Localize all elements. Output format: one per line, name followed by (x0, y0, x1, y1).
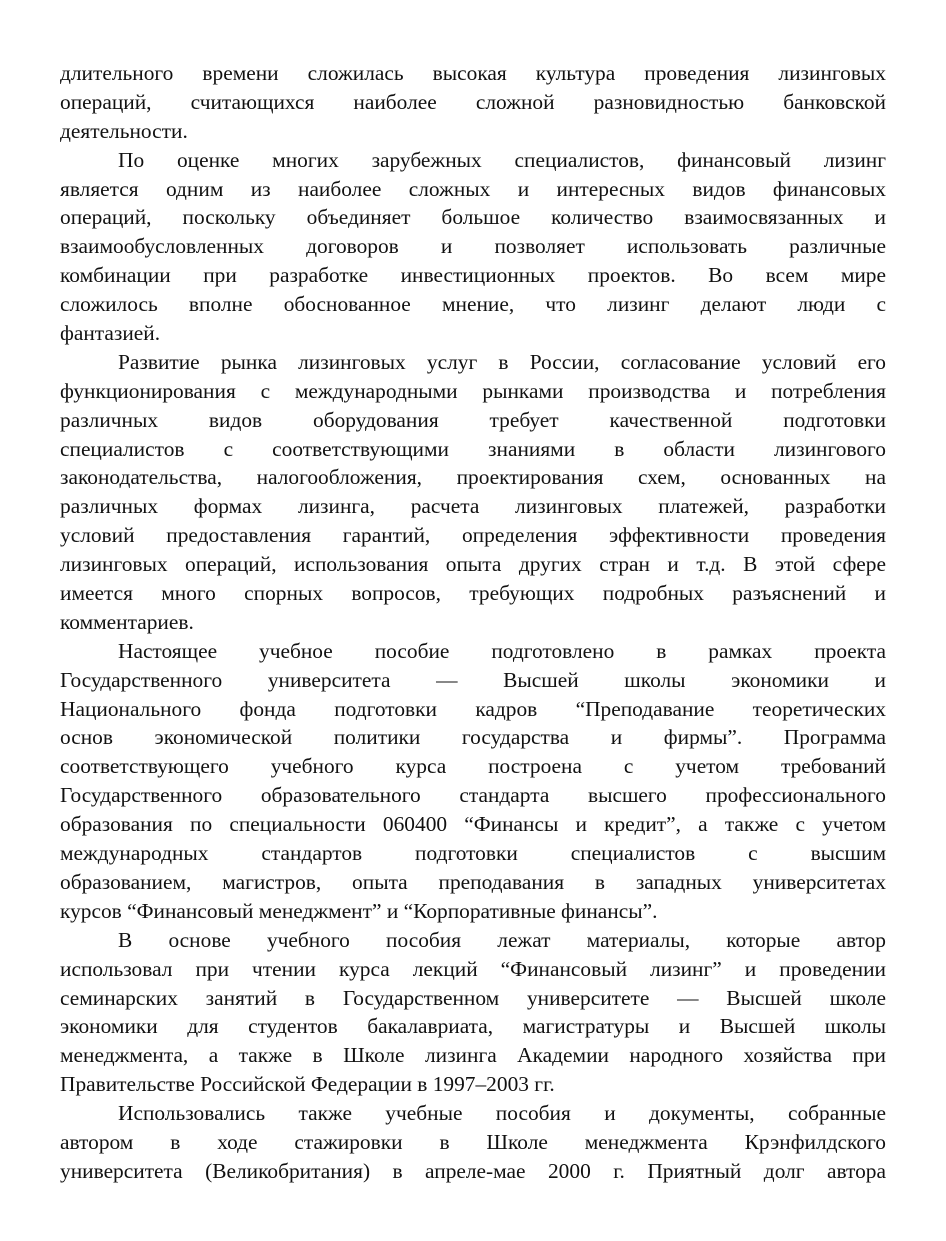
text-line: Правительстве Российской Федерации в 1997–2003 гг. (60, 1072, 555, 1097)
text-line: функционирования с международными рынками производства и потребления (60, 378, 886, 403)
text-line: В основе учебного пособия лежат материалы, которые автор (118, 927, 886, 952)
text-line: менеджмента, а также в Школе лизинга Академии народного хозяйства при (60, 1043, 886, 1068)
paragraph-leasing-culture (60, 59, 886, 146)
text-line: образования по специальности 060400 “Финансы и кредит”, а также с учетом (60, 812, 886, 837)
text-line: специалистов с соответствующими знаниями в области лизингового (60, 436, 886, 461)
text-line: различных формах лизинга, расчета лизинговых платежей, разработки (60, 494, 886, 519)
paragraph-course-materials (60, 926, 886, 1099)
text-line: различных видов оборудования требует качественной подготовки (60, 407, 886, 432)
text-line: условий предоставления гарантий, определения эффективности проведения (60, 523, 886, 548)
text-line: лизинговых операций, использования опыта других стран и т.д. В этой сфере (60, 552, 886, 577)
text-line: Настоящее учебное пособие подготовлено в рамках проекта (118, 638, 886, 663)
paragraph-expert-opinion (60, 146, 886, 348)
text-line: По оценке многих зарубежных специалистов, финансовый лизинг (118, 147, 886, 172)
text-line: Использовались также учебные пособия и документы, собранные (118, 1101, 886, 1126)
paragraph-market-development (60, 348, 886, 637)
text-line: семинарских занятий в Государственном университете — Высшей школе (60, 985, 886, 1010)
text-line: университета (Великобритания) в апреле-мае 2000 г. Приятный долг автора (60, 1158, 886, 1183)
text-line: Национального фонда подготовки кадров “Преподавание теоретических (60, 696, 886, 721)
text-line: экономики для студентов бакалавриата, магистратуры и Высшей школы (60, 1014, 886, 1039)
text-line: комментариев. (60, 609, 194, 634)
paragraph-textbook-project (60, 637, 886, 926)
text-line: операций, поскольку объединяет большое количество взаимосвязанных и (60, 205, 886, 230)
text-line: соответствующего учебного курса построена с учетом требований (60, 754, 886, 779)
text-line: Развитие рынка лизинговых услуг в России, согласование условий его (118, 349, 886, 374)
text-line: комбинации при разработке инвестиционных проектов. Во всем мире (60, 263, 886, 288)
text-line: автором в ходе стажировки в Школе менеджмента Крэнфилдского (60, 1129, 886, 1154)
text-line: международных стандартов подготовки специалистов с высшим (60, 841, 886, 866)
text-line: Государственного образовательного стандарта высшего профессионального (60, 783, 886, 808)
text-line: Государственного университета — Высшей школы экономики и (60, 667, 886, 692)
text-line: деятельности. (60, 118, 188, 143)
text-line: законодательства, налогообложения, проектирования схем, основанных на (60, 465, 886, 490)
text-line: курсов “Финансовый менеджмент” и “Корпоративные финансы”. (60, 898, 658, 923)
text-line: имеется много спорных вопросов, требующих подробных разъяснений и (60, 581, 886, 606)
text-line: сложилось вполне обоснованное мнение, что лизинг делают люди с (60, 292, 886, 317)
text-line: использовал при чтении курса лекций “Финансовый лизинг” и проведении (60, 956, 886, 981)
text-line: основ экономической политики государства и фирмы”. Программа (60, 725, 886, 750)
text-line: взаимообусловленных договоров и позволяет использовать различные (60, 234, 886, 259)
text-line: образованием, магистров, опыта преподавания в западных университетах (60, 869, 886, 894)
text-line: длительного времени сложилась высокая культура проведения лизинговых (60, 61, 886, 85)
text-line: является одним из наиболее сложных и интересных видов финансовых (60, 176, 886, 201)
text-line: операций, считающихся наиболее сложной разновидностью банковской (60, 89, 886, 114)
paragraph-additional-sources (60, 1099, 886, 1186)
text-line: фантазией. (60, 321, 161, 346)
document-page (60, 59, 886, 1186)
